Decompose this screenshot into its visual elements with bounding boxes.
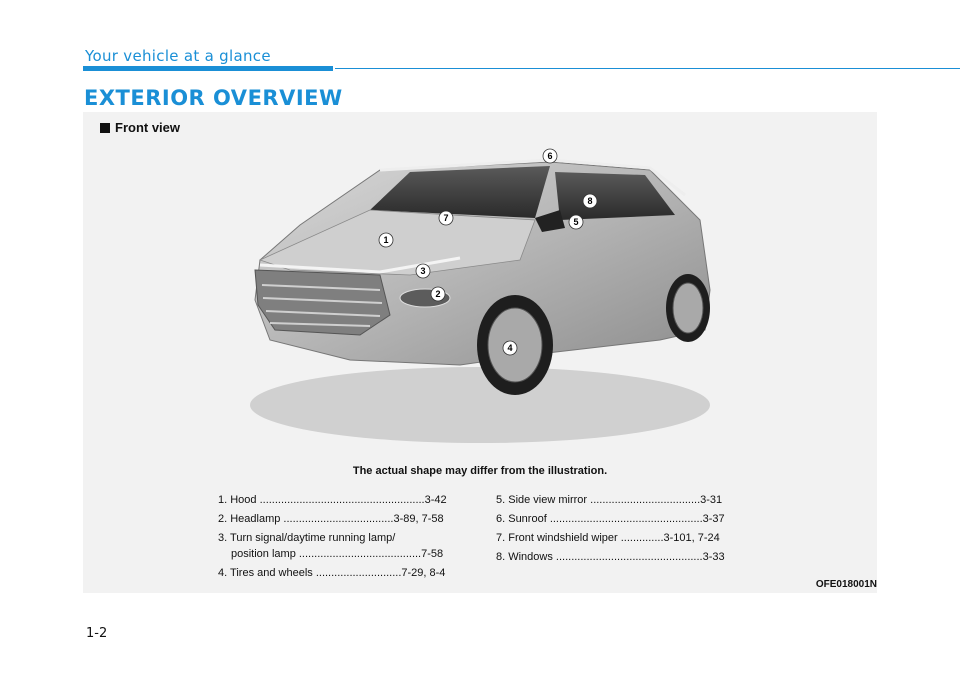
list-item: 4. Tires and wheels ............................7-29, 8-4 xyxy=(218,567,446,579)
svg-text:7: 7 xyxy=(443,213,449,223)
svg-text:2: 2 xyxy=(435,289,441,299)
svg-text:6: 6 xyxy=(547,151,553,161)
list-item-continuation: position lamp ........................................7-58 xyxy=(231,548,444,560)
right-parts-list xyxy=(496,492,725,568)
header-rule-thin xyxy=(335,68,960,69)
callout-5 xyxy=(569,215,583,229)
rear-rim xyxy=(673,283,703,333)
list-item: 8. Windows ................................................3-33 xyxy=(496,551,725,563)
callout-4 xyxy=(503,341,517,355)
subheading-text: Front view xyxy=(115,120,181,135)
list-item xyxy=(218,530,447,562)
illustration-note: The actual shape may differ from the illustration. xyxy=(352,465,608,477)
list-item: 2. Headlamp ....................................3-89, 7-58 xyxy=(218,513,444,525)
header-rule-thick xyxy=(83,66,333,71)
section-header: Your vehicle at a glance xyxy=(85,47,271,65)
list-item-line: 3. Turn signal/daytime running lamp/ xyxy=(218,532,396,544)
svg-text:1: 1 xyxy=(383,235,389,245)
svg-text:3: 3 xyxy=(420,266,426,276)
svg-text:4: 4 xyxy=(507,343,513,353)
square-bullet-icon xyxy=(100,123,110,133)
callout-7 xyxy=(439,211,453,225)
page-title: EXTERIOR OVERVIEW xyxy=(84,86,343,110)
list-item: 5. Side view mirror ....................................3-31 xyxy=(496,494,723,506)
figure-code: OFE018001N xyxy=(815,579,877,590)
callout-1 xyxy=(379,233,393,247)
subheading xyxy=(100,120,180,135)
svg-text:5: 5 xyxy=(573,217,579,227)
list-item: 1. Hood ......................................................3-42 xyxy=(218,494,447,506)
callout-6 xyxy=(543,149,557,163)
callout-8 xyxy=(583,194,597,208)
vehicle-illustration xyxy=(230,140,730,450)
svg-text:8: 8 xyxy=(587,196,593,206)
left-parts-list xyxy=(218,492,447,584)
list-item: 6. Sunroof ..................................................3-37 xyxy=(496,513,725,525)
callout-2 xyxy=(431,287,445,301)
callout-3 xyxy=(416,264,430,278)
ground-shadow xyxy=(250,367,710,443)
list-item: 7. Front windshield wiper ..............3-101, 7-24 xyxy=(496,532,720,544)
page-number: 1-2 xyxy=(86,626,108,641)
